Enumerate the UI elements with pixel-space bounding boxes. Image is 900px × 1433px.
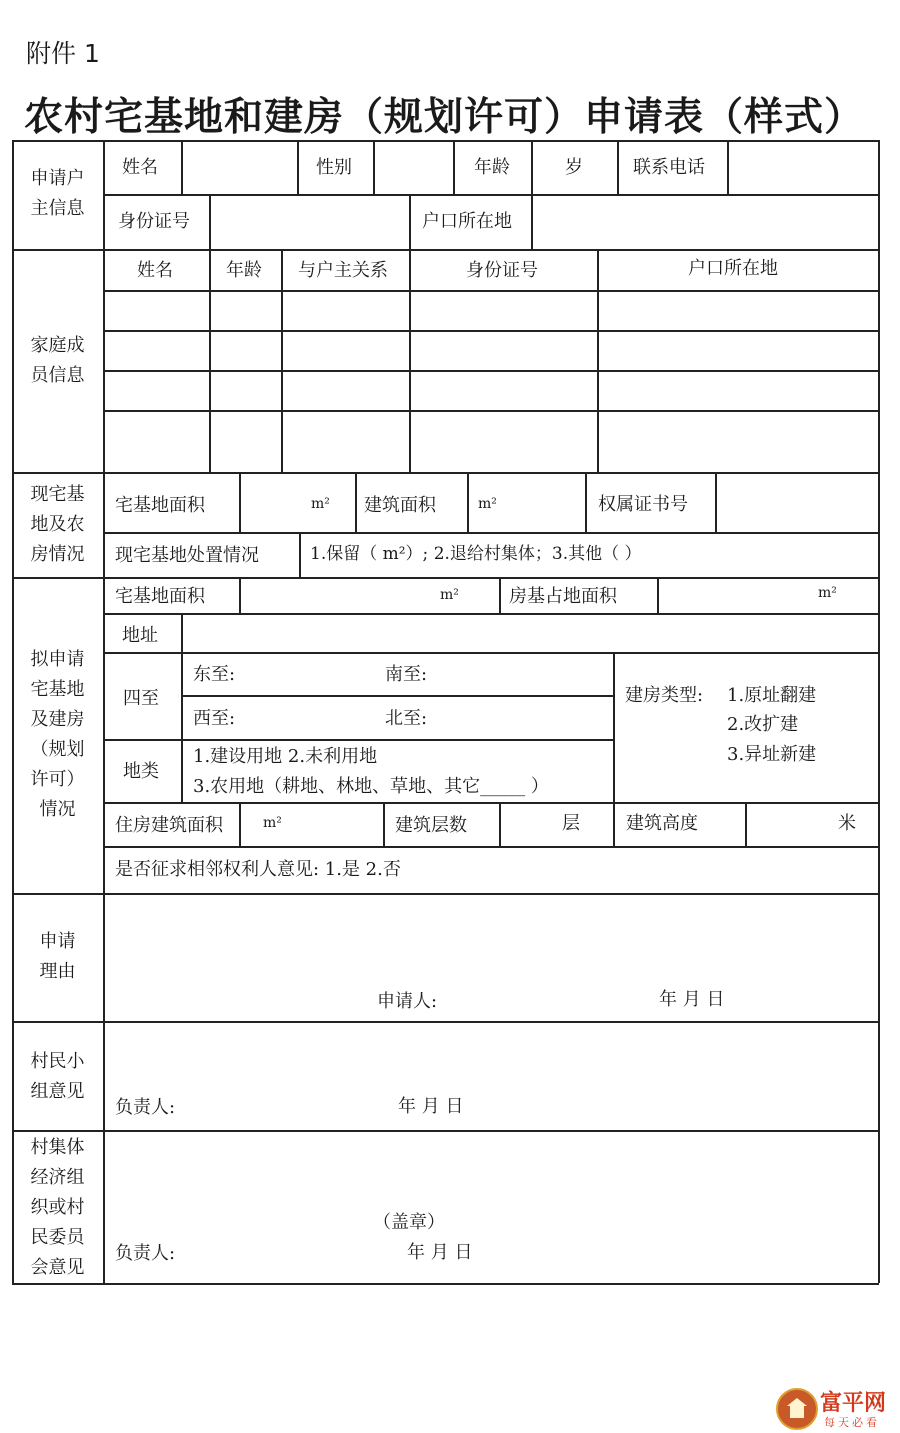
family-header-id: 身份证号 [466,260,538,281]
seal-label: （盖章） [373,1212,445,1233]
col-line [355,472,357,532]
col-line [281,249,283,472]
land-type-option-1: 1.建设用地 2.未利用地 [193,746,378,767]
section-line [12,1130,879,1132]
age-unit: 岁 [565,157,583,178]
col-line [499,577,501,613]
row-line [103,846,879,848]
age-label: 年龄 [474,157,510,178]
section-line [12,1021,879,1023]
col-line [597,249,599,472]
attachment-label: 附件 1 [26,39,100,68]
row-line [103,613,879,615]
row-line [103,802,879,804]
col-line [467,472,469,532]
name-label: 姓名 [122,157,158,178]
col-line [409,249,411,472]
section-village-label: 村集体 经济组 织或村 民委员 会意见 [30,1137,85,1278]
build-type-option-3: 3.异址新建 [727,744,817,765]
section-current-label: 现宅基 地及农 房情况 [30,484,85,565]
row-line [103,652,879,654]
east-label: 东至: [193,664,236,685]
applicant-signature-label: 申请人: [377,991,438,1012]
hukou-label: 户口所在地 [422,211,512,232]
section-reason-label: 申请 理由 [39,931,76,982]
row-line [103,532,879,534]
gender-label: 性别 [316,157,352,178]
col-line [181,613,183,802]
north-label: 北至: [385,708,428,729]
section-line [12,577,879,579]
area-unit: m² [263,815,282,831]
village-responsible-label: 负责人: [115,1243,176,1264]
col-line [617,140,619,194]
section-group-label: 村民小 组意见 [30,1051,85,1102]
floor-area-label: 住房建筑面积 [115,815,223,836]
reason-date: 年 月 日 [659,989,725,1010]
proposed-homestead-area-label: 宅基地面积 [115,586,205,607]
west-label: 西至: [193,708,236,729]
col-line [297,140,299,194]
floors-unit: 层 [562,813,580,834]
area-unit: m² [818,585,837,601]
col-line [239,577,241,613]
group-responsible-label: 负责人: [115,1097,176,1118]
form-right-border [878,140,880,1283]
family-header-relation: 与户主关系 [298,260,388,281]
group-date: 年 月 日 [398,1096,464,1117]
land-type-option-2: 3.农用地（耕地、林地、草地、其它_____ ） [193,776,549,797]
boundaries-label: 四至 [123,688,159,709]
disposal-label: 现宅基地处置情况 [115,545,259,566]
phone-label: 联系电话 [633,157,705,178]
address-label: 地址 [122,625,158,646]
neighbors-consent: 是否征求相邻权利人意见: 1.是 2.否 [115,859,401,880]
row-line [103,410,879,412]
col-line [499,802,501,846]
build-type-option-2: 2.改扩建 [727,714,799,735]
col-line [727,140,729,194]
family-header-hukou: 户口所在地 [688,258,778,279]
height-label: 建筑高度 [626,813,698,834]
col-line [383,802,385,846]
id-number-label: 身份证号 [118,211,190,232]
village-date: 年 月 日 [407,1242,473,1263]
form-top-border [12,140,879,142]
col-line [613,652,615,802]
section-line [12,472,879,474]
footprint-label: 房基占地面积 [509,586,617,607]
form-title: 农村宅基地和建房（规划许可）申请表（样式） [24,95,865,140]
row-line [103,330,879,332]
cert-number-label: 权属证书号 [598,494,688,515]
section-line [12,249,879,251]
watermark-slogan: 每天必看 [824,1416,880,1429]
col-line [585,472,587,532]
section-line [12,893,879,895]
disposal-options: 1.保留（ m²）; 2.退给村集体；3.其他（ ） [310,544,642,564]
land-type-label: 地类 [123,761,159,782]
current-building-area-label: 建筑面积 [364,495,436,516]
section-proposed-label: 拟申请 宅基地 及建房 （规划 许可） 情况 [30,649,85,820]
col-line [209,249,211,472]
col-line [745,802,747,846]
col-line [715,472,717,532]
col-line [531,194,533,249]
section-column-line [103,140,105,1283]
current-homestead-area-label: 宅基地面积 [115,495,205,516]
area-unit: m² [440,587,459,603]
family-header-name: 姓名 [137,260,173,281]
section-applicant-label: 申请户 主信息 [30,168,85,219]
col-line [373,140,375,194]
form-bottom-border [12,1283,879,1285]
family-header-age: 年龄 [226,260,262,281]
col-line [209,194,211,249]
col-line [239,802,241,846]
south-label: 南至: [385,664,428,685]
col-line [239,472,241,532]
col-line [657,577,659,613]
row-line [103,194,879,196]
col-line [409,194,411,249]
height-unit: 米 [838,813,856,834]
col-line [531,140,533,194]
section-family-label: 家庭成 员信息 [30,335,85,386]
build-type-option-1: 1.原址翻建 [727,685,817,706]
watermark-brand: 富平网 [820,1391,887,1416]
row-line [103,290,879,292]
col-line [299,532,301,577]
area-unit: m² [311,496,330,512]
row-line [181,695,613,697]
floors-label: 建筑层数 [395,815,467,836]
build-type-label: 建房类型: [625,685,704,706]
col-line [613,802,615,846]
row-line [103,370,879,372]
row-line [103,739,613,741]
col-line [181,140,183,194]
col-line [453,140,455,194]
watermark-logo-icon [776,1388,818,1430]
area-unit: m² [478,496,497,512]
